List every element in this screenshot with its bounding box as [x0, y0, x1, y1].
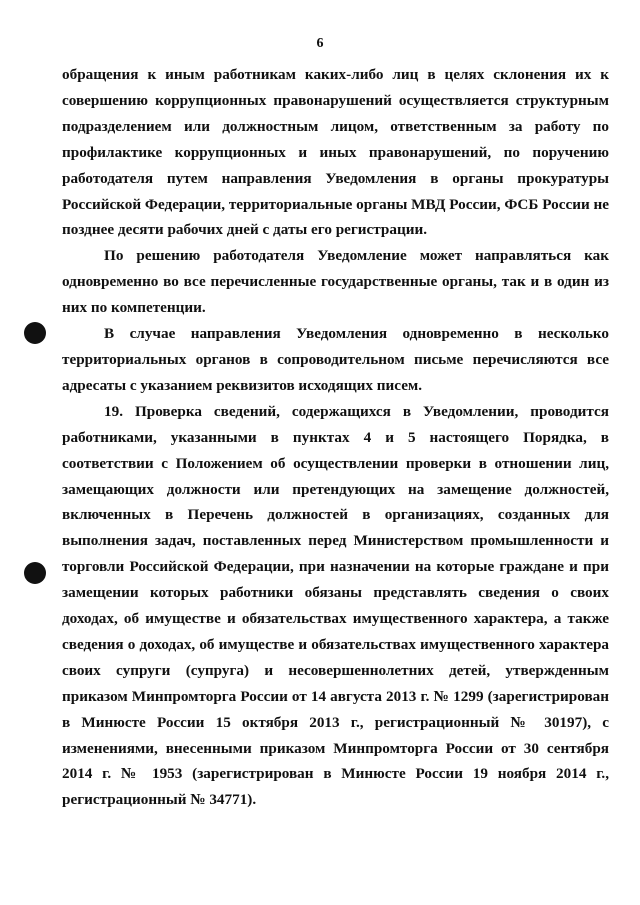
document-body — [62, 62, 609, 813]
paragraph: В случае направления Уведомления одновременно в несколько территориальных органов в сопроводительном письме перечисляются все адресаты с указанием реквизитов исходящих писем. — [62, 325, 609, 394]
paragraph: По решению работодателя Уведомление может направляться как одновременно во все перечисленные государственные органы, так и в один из них по компетенции. — [62, 247, 609, 317]
punch-hole-mark — [24, 322, 46, 344]
page-number: 6 — [316, 36, 324, 51]
punch-hole-mark — [24, 562, 46, 584]
paragraph-clause-19: 19. Проверка сведений, содержащихся в Уведомлении, проводится работниками, указанными в пунктах 4 и 5 настоящего Порядка, в соответствии с Положением об осуществлении проверки в отношении лиц, замещающих должности или претендующих на замещение должностей, включенных в Перечень должностей в организациях, созданных для выполнения задач, поставленных перед Министерством промышленности и торговли Российской Федерации, при назначении на которые граждане и при замещении которых работники обязаны представлять сведения о своих доходах, об имуществе и обязательствах имущественного характера, а также сведения о доходах, об имуществе и обязательствах имущественного характера своих супруги (супруга) и несовершеннолетних детей, утвержденным приказом Минпромторга России от 14 августа 2013 г. № 1299 (зарегистрирован в Минюсте России 15 октября 2013 г., регистрационный № 30197), с изменениями, внесенными приказом Минпромторга России от 30 сентября 2014 г. № 1953 (зарегистрирован в Минюсте России 19 ноября 2014 г., регистрационный № 34771). — [62, 402, 609, 809]
paragraph-continuation: обращения к иным работникам каких-либо лиц в целях склонения их к совершению коррупционных правонарушений осуществляется структурным подразделением или должностным лицом, ответственным за работу по профилактике коррупционных и иных правонарушений, по поручению работодателя путем направления Уведомления в органы прокуратуры Российской Федерации, территориальные органы МВД России, ФСБ России не позднее десяти рабочих дней с даты его регистрации. — [62, 66, 609, 239]
